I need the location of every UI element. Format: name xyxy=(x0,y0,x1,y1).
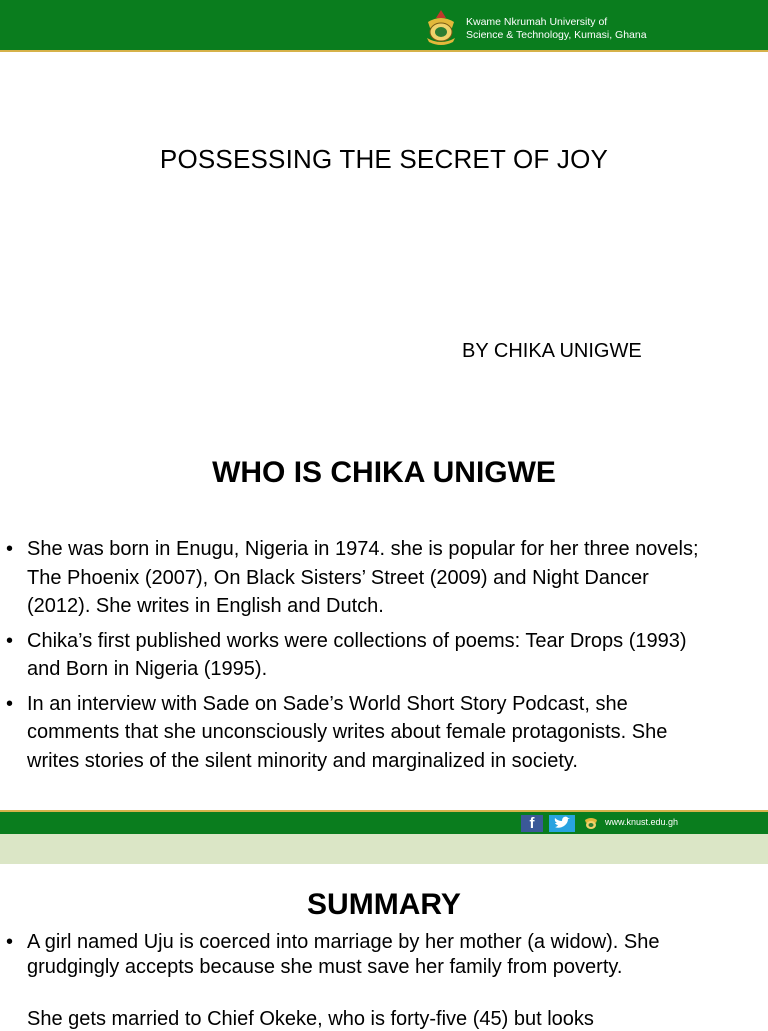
knust-crest-icon xyxy=(422,8,460,46)
bullet-dot-icon: • xyxy=(6,692,14,715)
bullet-dot-icon: • xyxy=(6,538,14,560)
list-item xyxy=(0,627,707,684)
partial-bullet-text: She gets married to Chief Okeke, who is forty-five (45) but looks xyxy=(27,1008,594,1030)
bullet-text: In an interview with Sade on Sade’s World Short Story Podcast, she comments that she unconsciously writes about female protagonists. She writes stories of the silent minority and marginalized in society. xyxy=(27,692,668,772)
bullet-text: A girl named Uju is coerced into marriage by her mother (a widow). She grudgingly accepts because she must save her family from poverty. xyxy=(27,931,660,978)
who-bullet-list xyxy=(0,535,768,781)
title-slide xyxy=(0,54,768,444)
partial-bullet-line xyxy=(0,1008,768,1030)
slide-gap-band xyxy=(0,834,768,864)
slide-title: POSSESSING THE SECRET OF JOY xyxy=(159,144,609,174)
list-item xyxy=(0,535,707,621)
university-name-line1: Kwame Nkrumah University of xyxy=(466,16,608,28)
knust-small-crest-icon xyxy=(582,814,600,832)
list-item xyxy=(0,930,727,980)
bullet-dot-icon: • xyxy=(6,629,14,652)
university-name-line2: Science & Technology, Kumasi, Ghana xyxy=(466,29,647,41)
website-link[interactable]: www.knust.edu.gh xyxy=(605,817,679,827)
facebook-icon[interactable]: f xyxy=(521,815,543,832)
twitter-icon[interactable] xyxy=(549,815,575,832)
university-name xyxy=(466,16,647,42)
bullet-text: Chika’s first published works were collections of poems: Tear Drops (1993) and Born in Nigeria (1995). xyxy=(27,629,687,680)
bullet-dot-icon: • xyxy=(6,931,14,953)
summary-bullet-list xyxy=(0,930,768,986)
bullet-text: She was born in Enugu, Nigeria in 1974. she is popular for her three novels; The Phoenix (2007), On Black Sisters’ Street (2009) and Night Dancer (2012). She writes in English and Dutch. xyxy=(27,538,699,617)
summary-heading: SUMMARY xyxy=(307,888,461,921)
header-bar xyxy=(0,0,768,52)
author-byline: BY CHIKA UNIGWE xyxy=(462,340,642,362)
footer-bar xyxy=(0,810,768,834)
list-item xyxy=(0,690,707,776)
who-heading: WHO IS CHIKA UNIGWE xyxy=(212,456,556,489)
